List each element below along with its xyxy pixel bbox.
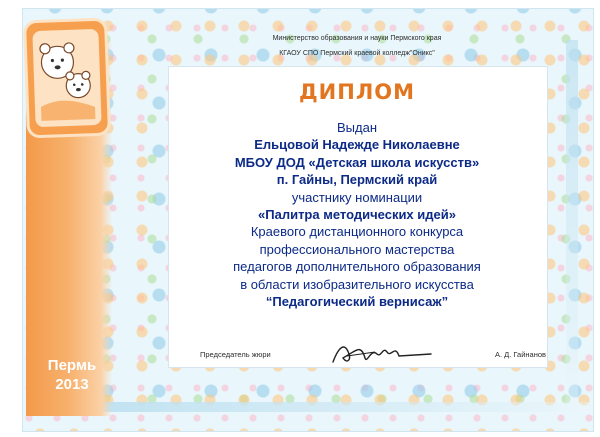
city-year [26, 356, 118, 394]
college-line: КГАОУ СПО Пермский краевой колледж"Оникс" [279, 50, 435, 57]
year: 2013 [55, 376, 89, 393]
body-line: участнику номинации [291, 189, 423, 205]
logo [26, 21, 108, 136]
recipient-name: Ельцовой Надежде Николаевне [254, 137, 460, 153]
body-line: педагогов дополнительного образования [233, 259, 481, 275]
contest-name: “Педагогический вернисаж” [265, 294, 449, 310]
body-line: в области изобразительного искусства [240, 276, 474, 292]
ministry-line: Министерство образования и науки Пермского края [272, 35, 442, 42]
body-line: Выдан [336, 120, 377, 135]
right-gradient-strip [566, 40, 578, 402]
location: п. Гайны, Пермский край [276, 172, 438, 188]
body-line: профессионального мастерства [259, 241, 455, 257]
nomination-name: «Палитра методических идей» [258, 207, 456, 223]
institution-name: МБОУ ДОД «Детская школа искусств» [234, 154, 480, 170]
polar-bears-logo-icon [30, 27, 103, 129]
diploma-title: ДИПЛОМ [298, 80, 416, 104]
signature-icon [327, 336, 437, 370]
certificate-body [168, 119, 546, 310]
body-line: Краевого дистанционного конкурса [250, 224, 464, 240]
signatory-name: А. Д. Гайнанов [494, 350, 546, 359]
bottom-gradient-strip [102, 402, 592, 412]
city: Пермь [47, 357, 97, 374]
signature-label: Председатель жюри [200, 350, 271, 359]
